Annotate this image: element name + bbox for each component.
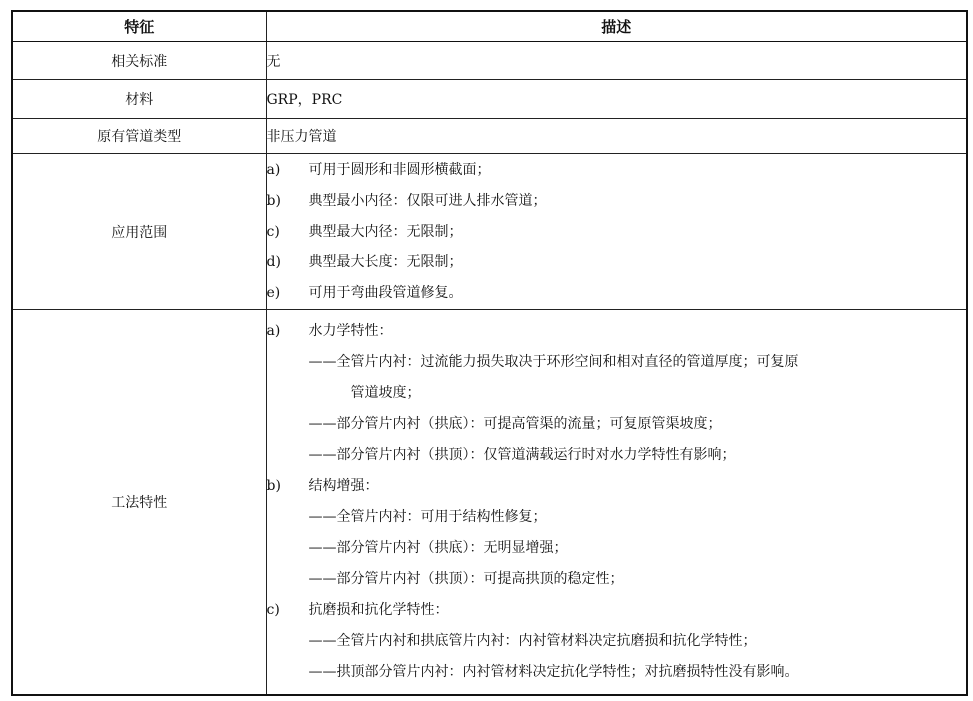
list-title: 水力学特性： bbox=[308, 323, 393, 340]
list-marker: a) bbox=[266, 162, 281, 179]
list-item bbox=[267, 316, 967, 347]
list-text: 可用于弯曲段管道修复。 bbox=[308, 284, 463, 301]
sub-item: ——部分管片内衬（拱底）：可提高管渠的流量；可复原管渠坡度； bbox=[308, 416, 722, 433]
list-text: 典型最大长度：无限制； bbox=[308, 254, 463, 271]
list-item bbox=[267, 595, 967, 626]
desc-cell-material: GRP，PRC bbox=[266, 80, 967, 118]
list-item bbox=[267, 247, 967, 278]
header-feature: 特征 bbox=[12, 11, 266, 42]
feature-table bbox=[11, 10, 968, 696]
sub-item: ——部分管片内衬（拱顶）：可提高拱顶的稳定性； bbox=[308, 571, 624, 588]
header-description: 描述 bbox=[266, 11, 967, 42]
desc-cell-pipe-type: 非压力管道 bbox=[266, 118, 967, 153]
list-marker: c) bbox=[266, 602, 280, 619]
list-marker: a) bbox=[266, 323, 281, 340]
table-row bbox=[12, 154, 967, 310]
sub-item: ——全管片内衬和拱底管片内衬：内衬管材料决定抗磨损和抗化学特性； bbox=[308, 633, 757, 650]
sub-item: ——部分管片内衬（拱顶）：仅管道满载运行时对水力学特性有影响； bbox=[308, 447, 736, 464]
table-row bbox=[12, 80, 967, 118]
list-item bbox=[267, 278, 967, 309]
list-text: 可用于圆形和非圆形横截面； bbox=[308, 162, 491, 179]
sub-item: ——全管片内衬：可用于结构性修复； bbox=[308, 509, 547, 526]
feature-cell-pipe-type: 原有管道类型 bbox=[12, 118, 266, 153]
sub-item: ——全管片内衬：过流能力损失取决于环形空间和相对直径的管道厚度；可复原 bbox=[308, 354, 799, 371]
feature-cell-material: 材料 bbox=[12, 80, 266, 118]
table-row bbox=[12, 42, 967, 80]
desc-cell-standard: 无 bbox=[266, 42, 967, 80]
desc-cell-scope bbox=[266, 154, 967, 310]
list-text: 典型最大内径：无限制； bbox=[308, 223, 463, 240]
list-item bbox=[267, 471, 967, 502]
list-marker: b) bbox=[266, 192, 281, 209]
list-marker: b) bbox=[266, 478, 281, 495]
sub-item-continuation: 管道坡度； bbox=[350, 385, 421, 402]
table-row bbox=[12, 310, 967, 695]
sub-item: ——部分管片内衬（拱底）：无明显增强； bbox=[308, 540, 568, 557]
desc-cell-process bbox=[266, 310, 967, 695]
list-text: 典型最小内径：仅限可进人排水管道； bbox=[308, 192, 547, 209]
list-item bbox=[267, 217, 967, 248]
feature-cell-process: 工法特性 bbox=[12, 310, 266, 695]
table-row bbox=[12, 118, 967, 153]
list-marker: d) bbox=[266, 254, 281, 271]
feature-cell-standard: 相关标准 bbox=[12, 42, 266, 80]
feature-cell-scope: 应用范围 bbox=[12, 154, 266, 310]
list-item bbox=[267, 186, 967, 217]
sub-item: ——拱顶部分管片内衬：内衬管材料决定抗化学特性；对抗磨损特性没有影响。 bbox=[308, 664, 799, 681]
list-title: 结构增强： bbox=[308, 478, 379, 495]
list-title: 抗磨损和抗化学特性： bbox=[308, 602, 449, 619]
table-header-row bbox=[12, 11, 967, 42]
list-marker: c) bbox=[266, 223, 280, 240]
list-marker: e) bbox=[266, 284, 281, 301]
list-item bbox=[267, 155, 967, 186]
